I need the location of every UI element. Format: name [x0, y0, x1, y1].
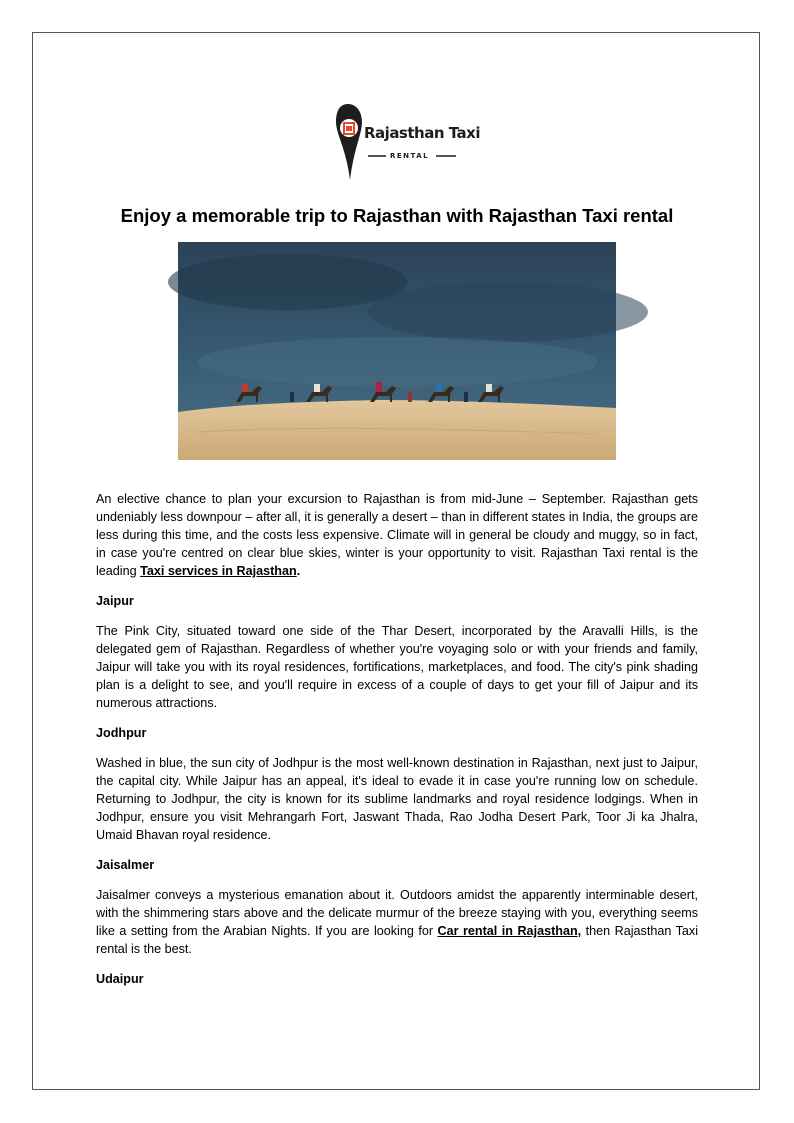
map-pin-icon	[336, 104, 362, 180]
jaipur-heading: Jaipur	[96, 594, 134, 608]
intro-paragraph	[96, 490, 698, 580]
article-body	[96, 490, 698, 1000]
jaisalmer-end: then Rajasthan Taxi rental is the best.	[96, 924, 698, 956]
company-logo	[336, 100, 480, 184]
jaisalmer-heading: Jaisalmer	[96, 858, 155, 872]
logo-line2: RENTAL	[390, 152, 430, 160]
udaipur-heading: Udaipur	[96, 972, 144, 986]
desert-camel-caravan-photo	[178, 242, 616, 460]
page-title: Enjoy a memorable trip to Rajasthan with Rajasthan Taxi rental	[120, 205, 674, 226]
jodhpur-paragraph: Washed in blue, the sun city of Jodhpur is the most well-known destination in Rajasthan, next just to Jaipur, the capital city. While Jaipur has an appeal, it's ideal to evade it in case you're running low on schedule. Returning to Jodhpur, the city is known for its sublime landmarks and royal residence lodgings. When in Jodhpur, ensure you visit Mehrangarh Fort, Jaswant Thada, Rao Jodha Desert Park, Toor Ji ka Jhalra, Umaid Bhavan royal residence.	[96, 756, 698, 842]
intro-end: .	[296, 564, 301, 578]
car-rental-link[interactable]: Car rental in Rajasthan,	[437, 924, 582, 938]
intro-text: An elective chance to plan your excursion to Rajasthan is from mid-June – September. Rajasthan gets undeniably less downpour – after all, it is generally a desert – than in different states in India, the groups are less during this time, and the costs less expensive. Climate will in general be cloudy and muggy, so in fact, in case you're centred on clear blue skies, winter is your opportunity to visit. Rajasthan Taxi rental is the leading	[96, 492, 698, 578]
jodhpur-heading: Jodhpur	[96, 726, 147, 740]
logo-line1: Rajasthan Taxi	[364, 124, 480, 142]
taxi-services-link[interactable]: Taxi services in Rajasthan	[140, 564, 297, 578]
jaipur-paragraph: The Pink City, situated toward one side of the Thar Desert, incorporated by the Aravalli Hills, is the delegated gem of Rajasthan. Regardless of whether you're voyaging solo or with your friends and family, Jaipur will take you with its royal residences, fortifications, marketplaces, and food. The city's pink shading plan is a delight to see, and you'll require in excess of a couple of days to get your fill of Jaipur and its numerous attractions.	[96, 624, 698, 710]
jaisalmer-text: Jaisalmer conveys a mysterious emanation about it. Outdoors amidst the apparently interminable desert, with the shimmering stars above and the delicate murmur of the breeze staying with you, everything seems like a setting from the Arabian Nights. If you are looking for	[96, 888, 698, 938]
jaisalmer-paragraph	[96, 886, 698, 958]
